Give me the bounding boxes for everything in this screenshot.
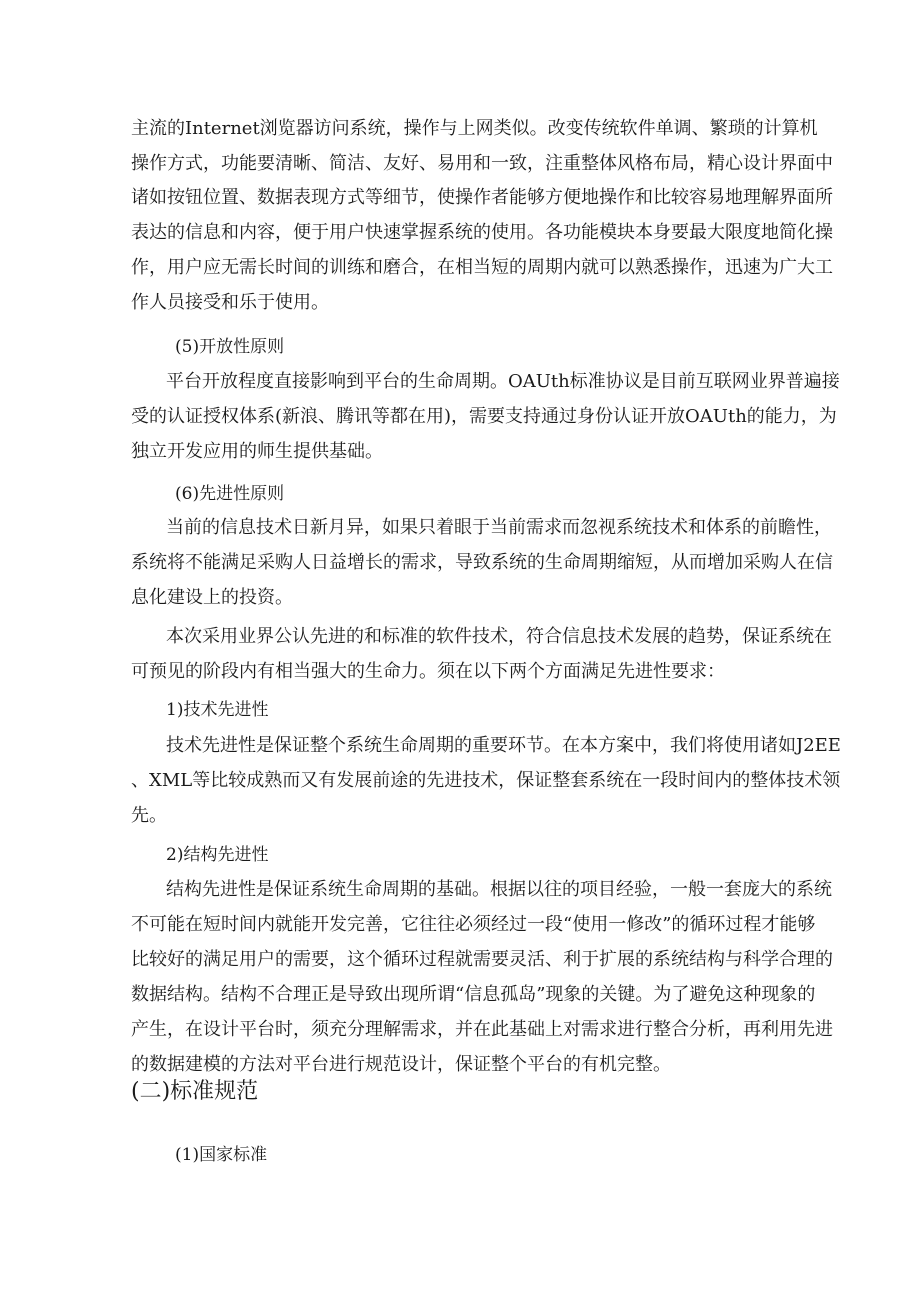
text-line: 独立开发应用的师生提供基础。 <box>131 441 383 462</box>
text-line: 的数据建模的方法对平台进行规范设计，保证整个平台的有机完整。 <box>131 1054 671 1075</box>
text-line: 诸如按钮位置、数据表现方式等细节，使操作者能够方便地操作和比较容易地理解界面所 <box>131 187 833 208</box>
subheading-advanced: (6)先进性原则 <box>175 484 285 504</box>
text-line: 技术先进性是保证整个系统生命周期的重要环节。在本方案中，我们将使用诸如J2EE <box>166 735 841 756</box>
text-line: 表达的信息和内容，便于用户快速掌握系统的使用。各功能模块本身要最大限度地简化操 <box>131 222 833 243</box>
subheading-openness: (5)开放性原则 <box>175 337 285 357</box>
text-line: 结构先进性是保证系统生命周期的基础。根据以往的项目经验，一般一套庞大的系统 <box>166 879 832 900</box>
text-line: 可预见的阶段内有相当强大的生命力。须在以下两个方面满足先进性要求： <box>131 661 725 682</box>
text-line: 息化建设上的投资。 <box>131 587 293 608</box>
section-title: (二)标准规范 <box>131 1079 259 1104</box>
text-line: 、XML等比较成熟而又有发展前途的先进技术，保证整套系统在一段时间内的整体技术领 <box>131 770 841 791</box>
subheading-national: (1)国家标准 <box>175 1145 268 1165</box>
text-line: 数据结构。结构不合理正是导致出现所谓“信息孤岛”现象的关键。为了避免这种现象的 <box>131 984 816 1005</box>
text-line: 系统将不能满足采购人日益增长的需求，导致系统的生命周期缩短，从而增加采购人在信 <box>131 552 833 573</box>
subheading-struct: 2)结构先进性 <box>166 845 269 865</box>
text-line: 比较好的满足用户的需要，这个循环过程就需要灵活、利于扩展的系统结构与科学合理的 <box>131 949 833 970</box>
subheading-tech: 1)技术先进性 <box>166 700 269 720</box>
text-line: 作，用户应无需长时间的训练和磨合，在相当短的周期内就可以熟悉操作，迅速为广大工 <box>131 257 833 278</box>
text-line: 作人员接受和乐于使用。 <box>131 292 329 313</box>
text-line: 受的认证授权体系(新浪、腾讯等都在用)，需要支持通过身份认证开放OAUth的能力，为 <box>131 406 837 427</box>
text-line: 不可能在短时间内就能开发完善，它往往必须经过一段“使用一修改”的循环过程才能够 <box>131 914 816 935</box>
text-line: 主流的Internet浏览器访问系统，操作与上网类似。改变传统软件单调、繁琐的计算机 <box>131 118 818 139</box>
text-line: 平台开放程度直接影响到平台的生命周期。OAUth标准协议是目前互联网业界普遍接 <box>166 371 840 392</box>
text-line: 产生，在设计平台时，须充分理解需求，并在此基础上对需求进行整合分析，再利用先进 <box>131 1019 833 1040</box>
text-line: 当前的信息技术日新月异，如果只着眼于当前需求而忽视系统技术和体系的前瞻性， <box>166 517 832 538</box>
text-line: 本次采用业界公认先进的和标准的软件技术，符合信息技术发展的趋势，保证系统在 <box>166 626 832 647</box>
text-line: 操作方式，功能要清晰、简洁、友好、易用和一致，注重整体风格布局，精心设计界面中 <box>131 153 833 174</box>
text-line: 先。 <box>131 805 167 826</box>
